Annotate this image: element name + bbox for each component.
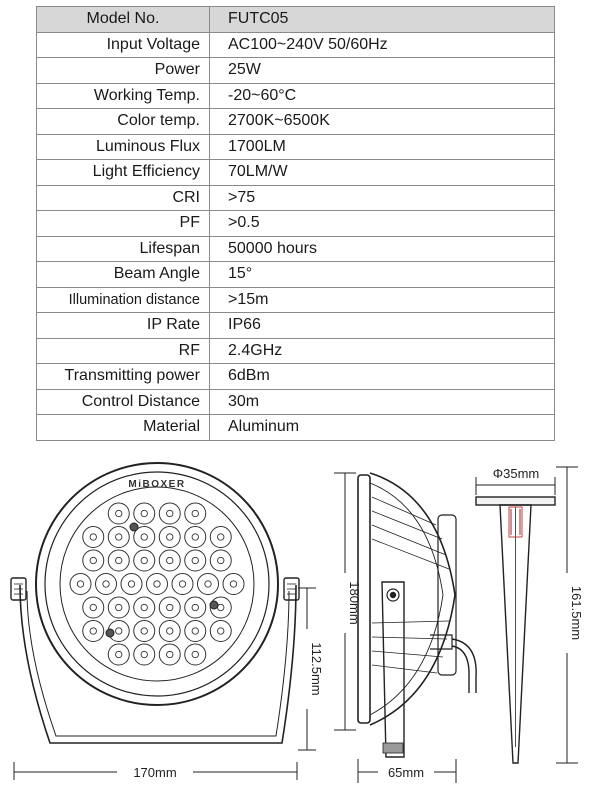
spec-row-luminous-flux xyxy=(37,134,555,160)
led-chip xyxy=(116,651,122,657)
led-chip xyxy=(218,604,224,610)
led-chip xyxy=(167,557,173,563)
led-lens xyxy=(210,527,231,548)
spec-value: 1700LM xyxy=(210,134,555,160)
led-chip xyxy=(167,604,173,610)
led-chip xyxy=(90,628,96,634)
led-lens xyxy=(134,597,155,618)
led-lens xyxy=(108,550,129,571)
led-chip xyxy=(90,604,96,610)
led-chip xyxy=(141,557,147,563)
led-chip xyxy=(218,557,224,563)
spec-key: Material xyxy=(37,415,210,441)
led-chip xyxy=(116,534,122,540)
led-lens xyxy=(159,644,180,665)
led-chip xyxy=(116,557,122,563)
led-lens xyxy=(83,550,104,571)
led-chip xyxy=(141,604,147,610)
led-lens xyxy=(159,597,180,618)
spec-row-lifespan xyxy=(37,236,555,262)
front-height-label: 112.5mm xyxy=(309,642,324,696)
spec-key: Input Voltage xyxy=(37,32,210,58)
led-lens xyxy=(223,574,244,595)
spec-table xyxy=(36,6,555,441)
led-chip xyxy=(218,534,224,540)
spec-key: PF xyxy=(37,211,210,237)
spec-row-control-distance xyxy=(37,389,555,415)
spec-row-beam-angle xyxy=(37,262,555,288)
stake-length-label: 161.5mm xyxy=(569,585,584,641)
spec-key: Working Temp. xyxy=(37,83,210,109)
spec-row-light-efficiency xyxy=(37,160,555,186)
spec-row-input-voltage xyxy=(37,32,555,58)
led-lens xyxy=(185,621,206,642)
led-chip xyxy=(116,510,122,516)
spec-key: IP Rate xyxy=(37,313,210,339)
led-lens xyxy=(185,527,206,548)
spec-key: Luminous Flux xyxy=(37,134,210,160)
spec-value: 2.4GHz xyxy=(210,338,555,364)
side-view xyxy=(358,473,476,757)
led-chip xyxy=(154,581,160,587)
spec-row-working-temp xyxy=(37,83,555,109)
spec-value: 6dBm xyxy=(210,364,555,390)
spec-row-cri xyxy=(37,185,555,211)
led-lens xyxy=(185,597,206,618)
led-lens xyxy=(159,550,180,571)
dimension-drawing xyxy=(0,447,593,806)
spec-value: >75 xyxy=(210,185,555,211)
led-chip xyxy=(116,628,122,634)
spec-value: >0.5 xyxy=(210,211,555,237)
led-lens xyxy=(134,644,155,665)
led-lens xyxy=(185,503,206,524)
led-lens xyxy=(159,503,180,524)
led-chip xyxy=(103,581,109,587)
led-chip xyxy=(205,581,211,587)
spec-value: IP66 xyxy=(210,313,555,339)
led-chip xyxy=(141,510,147,516)
led-chip xyxy=(128,581,134,587)
spec-row-power xyxy=(37,58,555,84)
brand-logo: MiBOXER xyxy=(128,479,186,490)
led-chip xyxy=(141,534,147,540)
led-lens xyxy=(108,644,129,665)
spec-row-color-temp xyxy=(37,109,555,135)
led-lens xyxy=(147,574,168,595)
spec-key: CRI xyxy=(37,185,210,211)
led-lens xyxy=(159,621,180,642)
spec-row-illumination-distance xyxy=(37,287,555,313)
side-height-label: 180mm xyxy=(347,581,362,625)
led-lens xyxy=(198,574,219,595)
led-chip xyxy=(141,651,147,657)
spec-value: 25W xyxy=(210,58,555,84)
led-lens xyxy=(83,527,104,548)
spec-row-pf xyxy=(37,211,555,237)
spec-key: RF xyxy=(37,338,210,364)
spec-value: AC100~240V 50/60Hz xyxy=(210,32,555,58)
spec-value: >15m xyxy=(210,287,555,313)
led-lens xyxy=(210,550,231,571)
side-depth-label: 65mm xyxy=(387,765,425,780)
spec-row-transmitting-power xyxy=(37,364,555,390)
front-screw xyxy=(130,523,138,531)
spec-header-key: Model No. xyxy=(37,7,210,33)
led-lens xyxy=(83,621,104,642)
spec-key: Beam Angle xyxy=(37,262,210,288)
led-lens xyxy=(134,550,155,571)
led-chip xyxy=(116,604,122,610)
led-lens xyxy=(108,527,129,548)
spec-value: Aluminum xyxy=(210,415,555,441)
spec-key: Power xyxy=(37,58,210,84)
front-screw xyxy=(210,601,218,609)
led-chip xyxy=(192,534,198,540)
spec-row-material xyxy=(37,415,555,441)
led-lens xyxy=(210,621,231,642)
led-lens xyxy=(70,574,91,595)
led-lens xyxy=(159,527,180,548)
led-array xyxy=(70,503,244,665)
spec-value: 70LM/W xyxy=(210,160,555,186)
led-chip xyxy=(218,628,224,634)
led-lens xyxy=(134,621,155,642)
led-lens xyxy=(134,503,155,524)
spec-header-value: FUTC05 xyxy=(210,7,555,33)
led-chip xyxy=(192,628,198,634)
led-lens xyxy=(83,597,104,618)
led-chip xyxy=(167,534,173,540)
spec-key: Color temp. xyxy=(37,109,210,135)
spec-key: Illumination distance xyxy=(37,287,210,313)
led-chip xyxy=(192,651,198,657)
led-lens xyxy=(108,503,129,524)
led-chip xyxy=(179,581,185,587)
led-chip xyxy=(192,510,198,516)
led-lens xyxy=(121,574,142,595)
spec-key: Control Distance xyxy=(37,389,210,415)
led-chip xyxy=(141,628,147,634)
front-view xyxy=(11,463,299,743)
spec-value: 2700K~6500K xyxy=(210,109,555,135)
led-chip xyxy=(167,651,173,657)
spec-row-ip-rate xyxy=(37,313,555,339)
led-lens xyxy=(108,597,129,618)
spec-key: Transmitting power xyxy=(37,364,210,390)
spec-key: Light Efficiency xyxy=(37,160,210,186)
spec-row-rf xyxy=(37,338,555,364)
led-chip xyxy=(90,534,96,540)
led-chip xyxy=(192,604,198,610)
led-chip xyxy=(230,581,236,587)
stake-diameter-label: Φ35mm xyxy=(492,466,540,481)
led-lens xyxy=(185,644,206,665)
front-screw xyxy=(106,629,114,637)
led-chip xyxy=(77,581,83,587)
spec-value: 30m xyxy=(210,389,555,415)
led-chip xyxy=(167,628,173,634)
spec-value: 15° xyxy=(210,262,555,288)
spec-value: -20~60°C xyxy=(210,83,555,109)
front-width-label: 170mm xyxy=(133,765,177,780)
led-chip xyxy=(192,557,198,563)
led-lens xyxy=(185,550,206,571)
ground-stake xyxy=(476,497,555,763)
led-lens xyxy=(96,574,117,595)
led-chip xyxy=(167,510,173,516)
led-lens xyxy=(172,574,193,595)
spec-value: 50000 hours xyxy=(210,236,555,262)
spec-header-row xyxy=(37,7,555,33)
spec-key: Lifespan xyxy=(37,236,210,262)
led-chip xyxy=(90,557,96,563)
